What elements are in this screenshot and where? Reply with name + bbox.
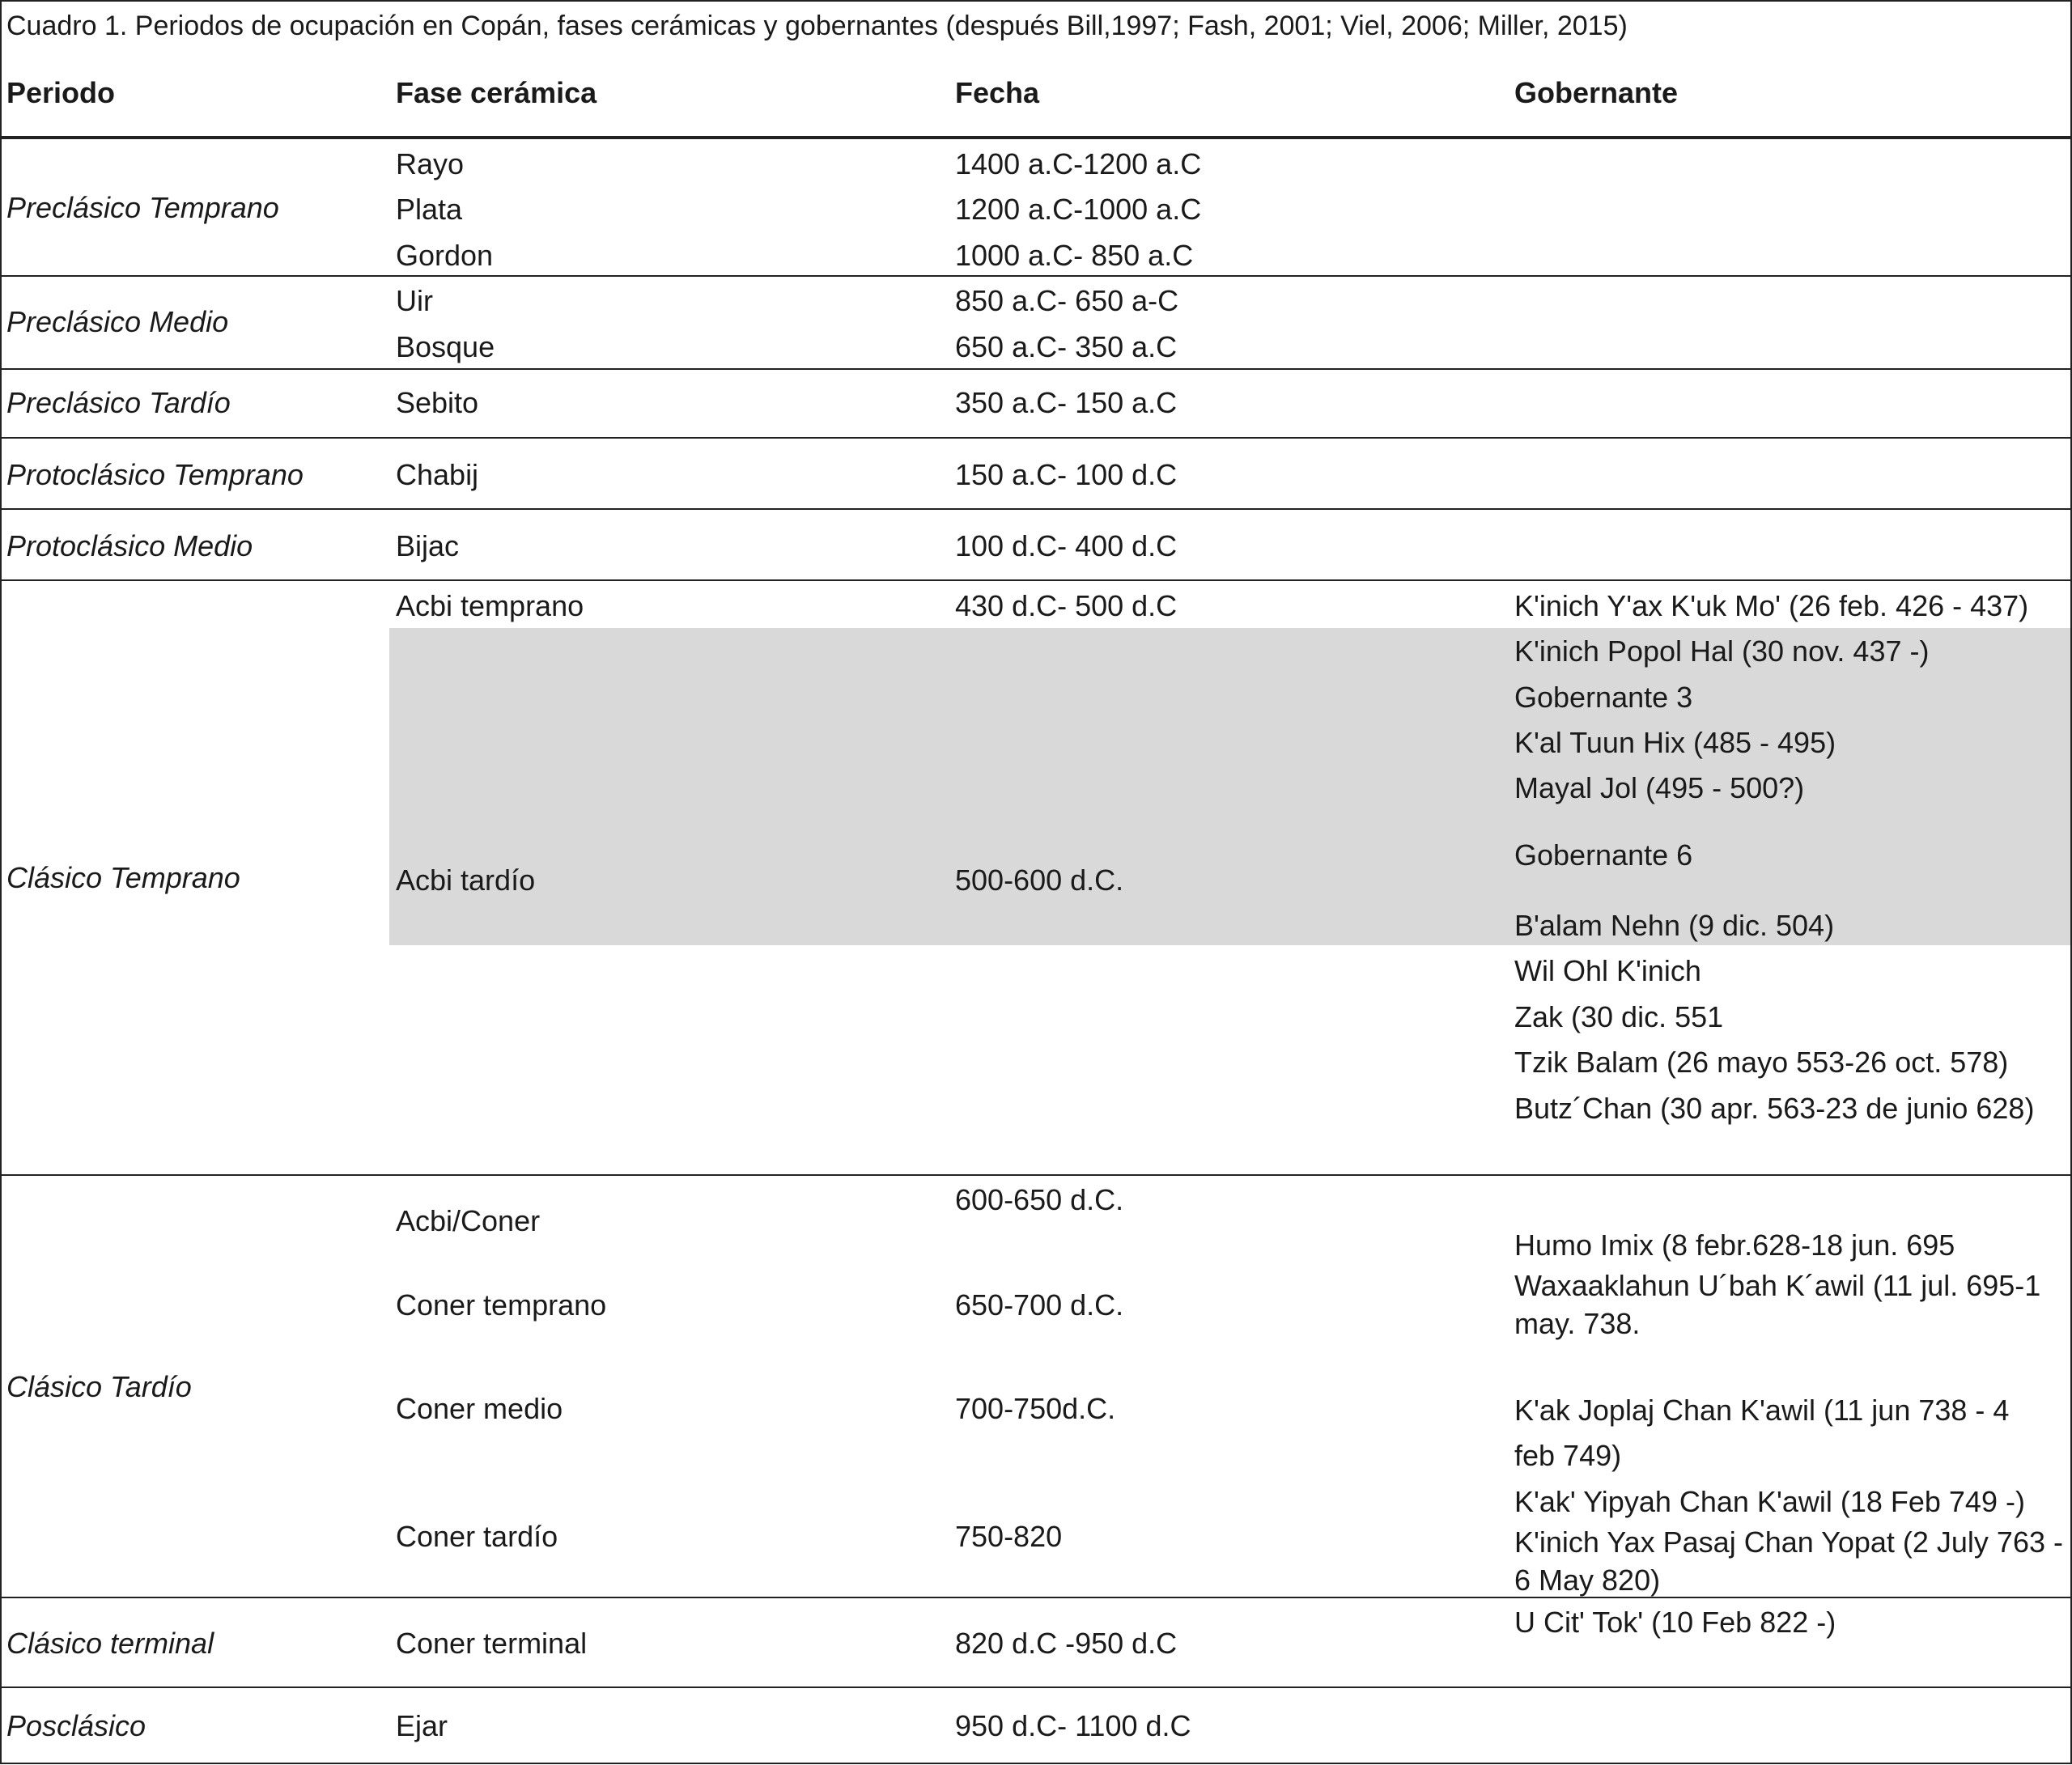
ruler-cell: Mayal Jol (495 - 500?) [1514,771,1805,804]
date-cell: 700-750d.C. [955,1392,1116,1425]
date-cell: 150 a.C- 100 d.C [955,458,1178,491]
ruler-cell: Waxaaklahun U´bah K´awil (11 jul. 695-1 [1514,1269,2041,1302]
period-cell: Clásico terminal [6,1627,214,1660]
row-divider [0,1687,2072,1688]
period-cell: Clásico Tardío [6,1370,192,1403]
phase-cell: Coner medio [396,1392,563,1425]
date-cell: 650-700 d.C. [955,1288,1124,1322]
ruler-cell: Wil Ohl K'inich [1514,954,1701,987]
row-divider [0,136,2072,139]
row-divider [0,579,2072,581]
period-cell: Protoclásico Temprano [6,458,304,491]
date-cell: 500-600 d.C. [955,863,1124,897]
ruler-cell: K'inich Y'ax K'uk Mo' (26 feb. 426 - 437) [1514,589,2029,622]
date-cell: 650 a.C- 350 a.C [955,330,1178,363]
date-cell: 750-820 [955,1520,1063,1553]
ruler-cell: Humo Imix (8 febr.628-18 jun. 695 [1514,1228,1955,1262]
phase-cell: Rayo [396,147,465,180]
phase-cell: Chabij [396,458,479,491]
date-cell: 350 a.C- 150 a.C [955,386,1178,419]
ruler-cell: may. 738. [1514,1307,1641,1340]
phase-cell: Coner tardío [396,1520,558,1553]
phase-cell: Acbi tardío [396,863,536,897]
ruler-cell: Gobernante 3 [1514,681,1693,714]
phase-cell: Sebito [396,386,479,419]
ruler-cell: 6 May 820) [1514,1563,1661,1597]
ruler-cell: K'inich Yax Pasaj Chan Yopat (2 July 763 - [1514,1525,2063,1559]
phase-cell: Ejar [396,1709,448,1742]
row-divider [0,275,2072,277]
phase-cell: Coner terminal [396,1627,588,1660]
phase-cell: Coner temprano [396,1288,607,1322]
date-cell: 820 d.C -950 d.C [955,1627,1178,1660]
date-cell: 100 d.C- 400 d.C [955,529,1178,562]
ruler-cell: K'ak' Yipyah Chan K'awil (18 Feb 749 -) [1514,1485,2025,1518]
ruler-cell: K'ak Joplaj Chan K'awil (11 jun 738 - 4 [1514,1394,2010,1427]
row-divider [0,508,2072,510]
ruler-cell: U Cit' Tok' (10 Feb 822 -) [1514,1606,1836,1639]
row-divider [0,368,2072,370]
date-cell: 850 a.C- 650 a-C [955,284,1179,317]
phase-cell: Bosque [396,330,495,363]
ruler-cell: Tzik Balam (26 mayo 553-26 oct. 578) [1514,1046,2009,1079]
period-cell: Preclásico Medio [6,305,229,338]
ruler-cell: Zak (30 dic. 551 [1514,1000,1724,1033]
period-cell: Preclásico Temprano [6,191,279,224]
phase-cell: Bijac [396,529,460,562]
ruler-cell: B'alam Nehn (9 dic. 504) [1514,909,1835,942]
date-cell: 430 d.C- 500 d.C [955,589,1178,622]
period-cell: Clásico Temprano [6,861,240,894]
ruler-cell: K'inich Popol Hal (30 nov. 437 -) [1514,634,1930,668]
header-periodo: Periodo [6,76,116,109]
row-divider [0,1597,2072,1598]
period-cell: Posclásico [6,1709,146,1742]
ruler-cell: feb 749) [1514,1439,1622,1472]
date-cell: 1000 a.C- 850 a.C [955,239,1194,272]
phase-cell: Plata [396,193,463,226]
phase-cell: Acbi temprano [396,589,584,622]
row-divider [0,1174,2072,1176]
date-cell: 600-650 d.C. [955,1183,1124,1216]
date-cell: 1400 a.C-1200 a.C [955,147,1202,180]
table-caption: Cuadro 1. Periodos de ocupación en Copán, fases cerámicas y gobernantes (después Bill,1997; Fash, 2001; Viel, 2006; Miller, 2015) [6,11,1628,41]
ruler-cell: Butz´Chan (30 apr. 563-23 de junio 628) [1514,1092,2035,1125]
period-cell: Protoclásico Medio [6,529,253,562]
ruler-cell: K'al Tuun Hix (485 - 495) [1514,726,1836,759]
date-cell: 1200 a.C-1000 a.C [955,193,1202,226]
date-cell: 950 d.C- 1100 d.C [955,1709,1191,1742]
header-gobernante: Gobernante [1514,76,1679,109]
header-fase-ceramica: Fase cerámica [396,76,597,109]
ruler-cell: Gobernante 6 [1514,838,1693,872]
row-divider [0,437,2072,439]
phase-cell: Gordon [396,239,494,272]
acbi-tardio-shading [389,628,2070,945]
phase-cell: Uir [396,284,433,317]
period-cell: Preclásico Tardío [6,386,231,419]
header-fecha: Fecha [955,76,1040,109]
phase-cell: Acbi/Coner [396,1204,541,1237]
